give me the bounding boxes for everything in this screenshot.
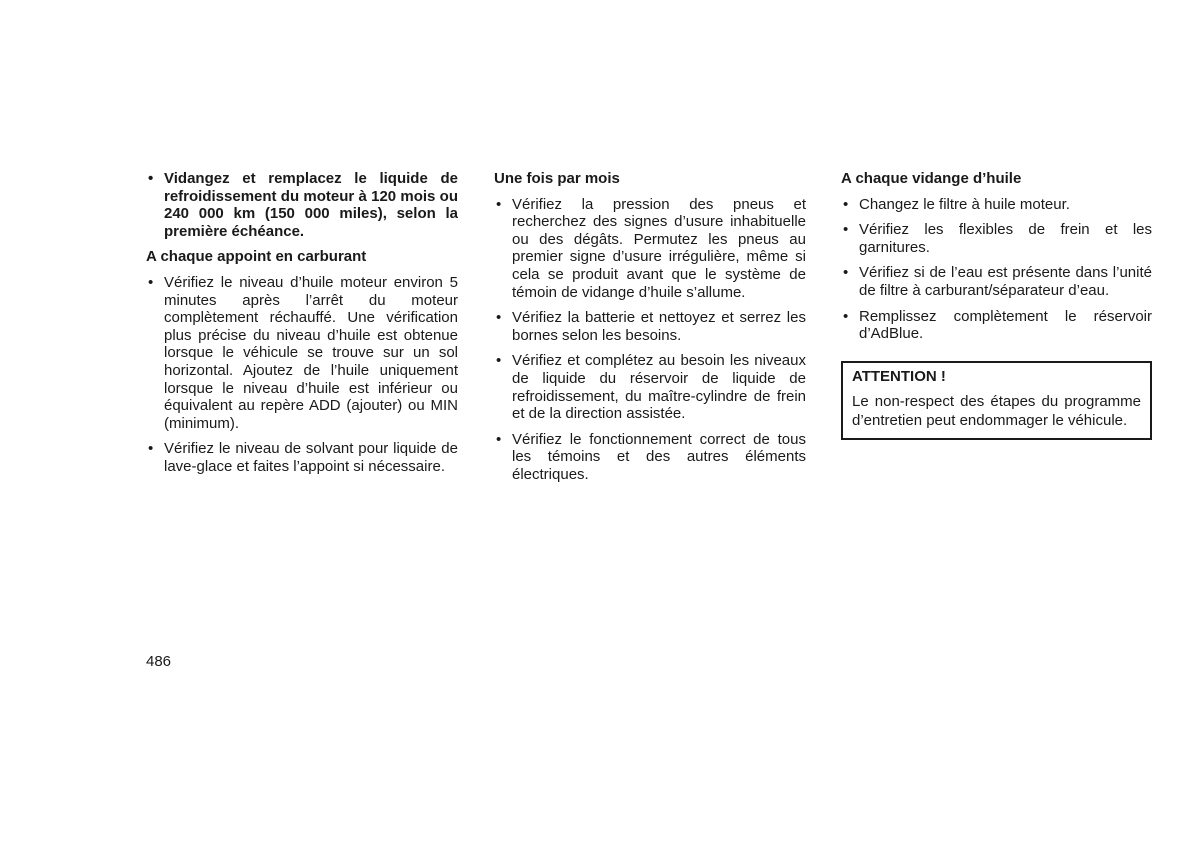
list-item-text: Vérifiez le niveau d’huile moteur environ 5 minutes après l’arrêt du moteur complètement réchauffé. Une vérification plus précise du niveau d’huile est obtenue lorsque le véhicule se trouve sur un sol horizontal. Ajoutez de l’huile uniquement lorsque le niveau d’huile est inférieur ou équivalent au repère ADD (ajouter) ou MIN (minimum). [164, 273, 458, 432]
monthly-list [494, 196, 806, 484]
list-item-text: Changez le filtre à huile moteur. [859, 195, 1070, 213]
list-item [494, 431, 806, 484]
list-item-text: Vérifiez si de l’eau est présente dans l’unité de filtre à carburant/séparateur d’eau. [859, 264, 1152, 299]
list-item [841, 264, 1152, 299]
bullet-icon: • [148, 273, 154, 291]
oil-change-list [841, 196, 1152, 343]
list-item [146, 274, 458, 432]
bullet-icon: • [496, 309, 502, 327]
bullet-icon: • [843, 221, 849, 239]
bullet-icon: • [843, 307, 849, 325]
list-item-text: Vérifiez la batterie et nettoyez et serrez les bornes selon les besoins. [512, 309, 806, 344]
list-item-text: Vérifiez et complétez au besoin les niveaux de liquide du réservoir de liquide de refroidissement, du maître-cylindre de frein et de la direction assistée. [512, 352, 806, 423]
section-heading-monthly: Une fois par mois [494, 170, 620, 187]
bullet-icon: • [496, 430, 502, 448]
list-item-text: Vérifiez le fonctionnement correct de tous les témoins et des autres éléments électriques. [512, 430, 806, 483]
list-item-text: Vidangez et remplacez le liquide de refroidissement du moteur à 120 mois ou 240 000 km (150 000 miles), selon la première échéance. [164, 170, 458, 240]
list-item [494, 352, 806, 422]
section-heading-oil-change: A chaque vidange d’huile [841, 170, 1022, 187]
list-item [494, 196, 806, 302]
bullet-icon: • [843, 195, 849, 213]
list-item [841, 308, 1152, 343]
coolant-list [146, 170, 458, 240]
list-item [146, 440, 458, 475]
bullet-icon: • [148, 440, 154, 458]
list-item-text: Remplissez complètement le réservoir d’AdBlue. [859, 307, 1152, 343]
list-item [841, 196, 1152, 214]
warning-title: ATTENTION ! [852, 367, 946, 385]
column-1 [146, 170, 458, 484]
section-heading-refuel: A chaque appoint en carburant [146, 248, 367, 266]
bullet-icon: • [148, 170, 154, 187]
bullet-icon: • [496, 195, 502, 213]
page-number: 486 [146, 653, 172, 670]
column-3 [841, 170, 1152, 440]
list-item-text: Vérifiez la pression des pneus et recherchez des signes d’usure inhabituelle ou des dégâts. Permutez les pneus au premier signe d’usure irrégulière, même si cela se produit avant que le système de témoin de vidange d’huile s’allume. [512, 195, 806, 301]
list-item [494, 309, 806, 344]
column-2 [494, 170, 806, 492]
warning-text: Le non-respect des étapes du programme d’entretien peut endommager le véhicule. [852, 393, 1141, 430]
bullet-icon: • [843, 264, 849, 282]
list-item-text: Vérifiez le niveau de solvant pour liquide de lave-glace et faites l’appoint si nécessaire. [164, 440, 458, 475]
bullet-icon: • [496, 352, 502, 370]
refuel-list [146, 274, 458, 476]
list-item [841, 221, 1152, 256]
list-item [146, 170, 458, 240]
list-item-text: Vérifiez les flexibles de frein et les garnitures. [859, 221, 1152, 256]
warning-box [841, 361, 1152, 441]
